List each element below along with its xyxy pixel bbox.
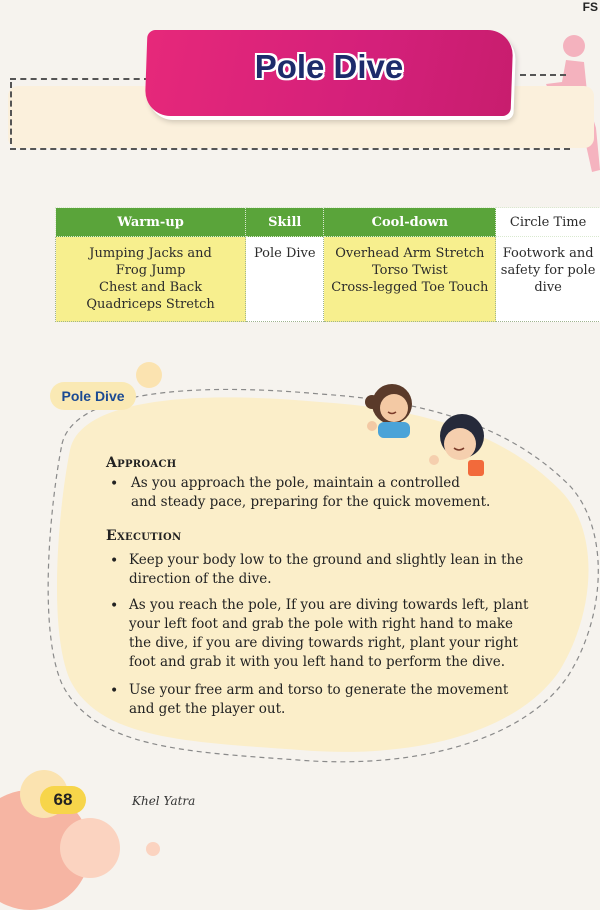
approach-item (131, 474, 490, 512)
execution-line: Keep your body low to the ground and slightly lean in the (129, 551, 523, 570)
lesson-plan-table (55, 207, 600, 322)
approach-line: As you approach the pole, maintain a controlled (131, 474, 490, 493)
circle-time-line: Footwork and (500, 245, 596, 262)
header-warmup: Warm-up (56, 208, 246, 237)
cooldown-line: Torso Twist (328, 262, 491, 279)
execution-heading-text: Execution (106, 528, 181, 544)
circle-time-line: safety for pole (500, 262, 596, 279)
book-title: Khel Yatra (132, 794, 195, 808)
bullet-dot: • (110, 683, 118, 699)
cell-skill (246, 237, 324, 322)
cell-cooldown (324, 237, 496, 322)
execution-line: your left foot and grab the pole with right hand to make (129, 615, 528, 634)
kids-illustration (358, 378, 498, 478)
section-tag: Pole Dive (50, 382, 136, 410)
execution-line: Use your free arm and torso to generate the movement (129, 681, 508, 700)
table-row (56, 237, 600, 322)
execution-item (129, 681, 508, 719)
execution-line: direction of the dive. (129, 570, 523, 589)
decor-circle (146, 842, 160, 856)
header-skill: Skill (246, 208, 324, 237)
header-circle-time: Circle Time (496, 208, 600, 237)
corner-tag: FS (583, 0, 598, 14)
bullet-dot: • (110, 476, 118, 492)
banner-dash-top-right (520, 74, 566, 76)
approach-heading (106, 455, 177, 471)
cell-warmup (56, 237, 246, 322)
banner-dash-left (10, 82, 12, 144)
bullet-dot: • (110, 553, 118, 569)
approach-line: and steady pace, preparing for the quick movement. (131, 493, 490, 512)
warmup-line: Quadriceps Stretch (60, 296, 241, 313)
table-header-row (56, 208, 600, 237)
page-number: 68 (40, 786, 86, 814)
cell-circle-time (496, 237, 600, 322)
warmup-line: Frog Jump (60, 262, 241, 279)
circle-time-line: dive (500, 279, 596, 296)
banner-dash-top-left (10, 78, 150, 80)
execution-item (129, 596, 528, 672)
execution-line: As you reach the pole, If you are diving towards left, plant (129, 596, 528, 615)
execution-line: the dive, if you are diving towards right, plant your right (129, 634, 528, 653)
execution-line: foot and grab it with you left hand to perform the dive. (129, 653, 528, 672)
execution-item (129, 551, 523, 589)
header-cooldown: Cool-down (324, 208, 496, 237)
warmup-line: Chest and Back (60, 279, 241, 296)
cooldown-line: Cross-legged Toe Touch (328, 279, 491, 296)
execution-heading (106, 528, 181, 544)
page-title: Pole Dive (146, 48, 512, 86)
skill-line: Pole Dive (250, 245, 319, 262)
decor-circle (60, 818, 120, 878)
warmup-line: Jumping Jacks and (60, 245, 241, 262)
cooldown-line: Overhead Arm Stretch (328, 245, 491, 262)
bullet-dot: • (110, 598, 118, 614)
execution-line: and get the player out. (129, 700, 508, 719)
approach-heading-text: Approach (106, 455, 177, 471)
banner-dash-bottom (10, 148, 570, 150)
